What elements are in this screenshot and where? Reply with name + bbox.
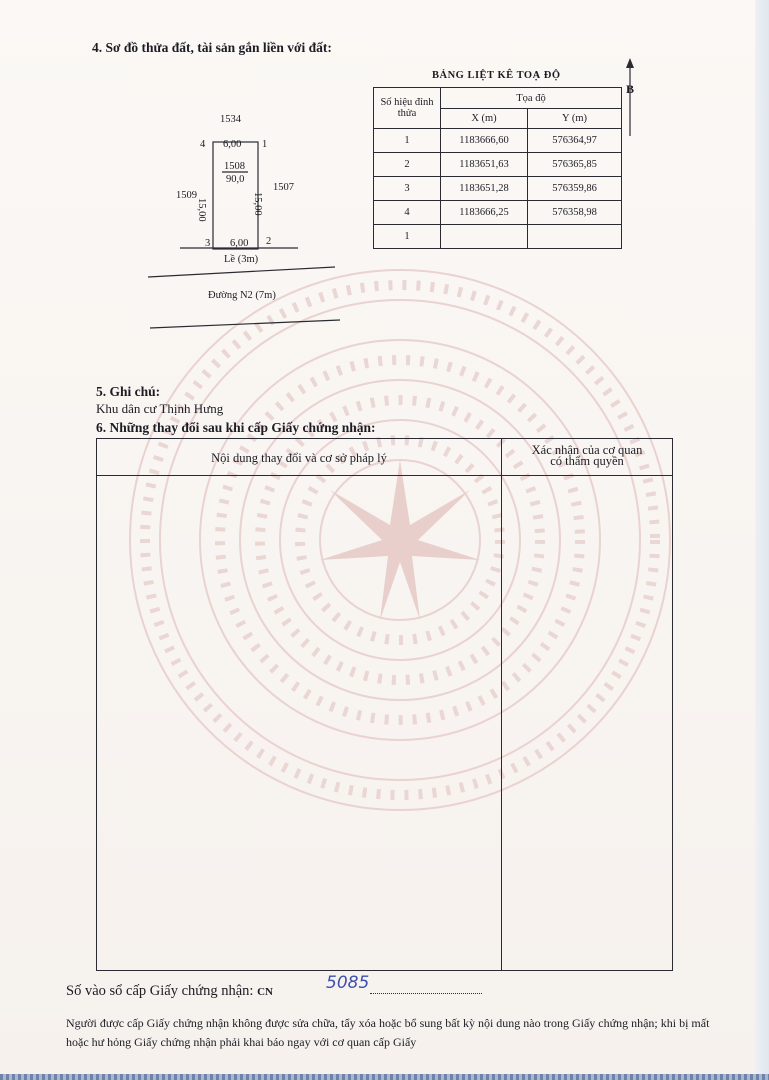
header-x: X (m): [441, 109, 528, 129]
table-cell: 1183651,63: [441, 153, 528, 177]
registry-number-line: [66, 983, 273, 1000]
page-edge-right: [755, 0, 769, 1080]
vertex-2-label: 2: [266, 236, 272, 247]
section-5-title: 5. Ghi chú:: [96, 384, 161, 399]
header-divider: [97, 475, 672, 476]
sidewalk-label: Lề (3m): [224, 254, 259, 265]
table-cell: 1: [374, 129, 441, 153]
parcel-area: 90,0: [226, 174, 245, 185]
coordinate-table: [373, 87, 622, 249]
table-cell: 576359,86: [528, 177, 622, 201]
neighbor-top-label: 1534: [220, 114, 241, 125]
parcel-number: 1508: [224, 161, 245, 172]
road-label: Đường N2 (7m): [208, 290, 276, 301]
left-edge-length: 15,00: [196, 198, 207, 222]
handwritten-registry-number: 5085: [326, 973, 370, 993]
registry-dotted-line: [370, 993, 482, 994]
table-cell: 1183651,28: [441, 177, 528, 201]
section-6-title: 6. Những thay đổi sau khi cấp Giấy chứng nhận:: [96, 420, 376, 435]
header-coord: Tọa độ: [441, 88, 622, 109]
vertex-1-label: 1: [262, 139, 268, 150]
section-4-title: 4. Sơ đồ thửa đất, tài sản gắn liền với đất:: [92, 40, 332, 55]
header-authority-confirmation: [502, 445, 672, 467]
vertex-4-label: 4: [200, 139, 206, 150]
page-edge-bottom: [0, 1074, 769, 1080]
table-cell: 1183666,25: [441, 201, 528, 225]
table-cell: 1183666,60: [441, 129, 528, 153]
table-cell: 4: [374, 201, 441, 225]
section-5-note: Khu dân cư Thịnh Hưng: [96, 401, 224, 416]
table-cell: 1: [374, 225, 441, 249]
footer-notice: Người được cấp Giấy chứng nhận không được sửa chữa, tẩy xóa hoặc bổ sung bất kỳ nội dung nào trong Giấy chứng nhận; khi bị mất hoặc hư hỏng Giấy chứng nhận phải khai báo ngay với cơ quan cấp Giấy: [66, 1016, 710, 1049]
top-edge-length: 6,00: [223, 139, 242, 150]
parcel-sketch: [140, 130, 350, 340]
changes-table: [96, 438, 673, 971]
header-point: Số hiệu đỉnh thửa: [374, 88, 441, 129]
header-confirm-line2: có thẩm quyền: [550, 454, 624, 468]
table-cell: 576365,85: [528, 153, 622, 177]
column-divider: [501, 439, 502, 970]
registry-label: Số vào sổ cấp Giấy chứng nhận:: [66, 983, 254, 999]
header-confirm-line1: Xác nhận của cơ quan: [531, 443, 643, 457]
coord-table-title: BẢNG LIỆT KÊ TOẠ ĐỘ: [432, 70, 561, 81]
north-arrow-icon: [623, 58, 637, 138]
table-cell: 576358,98: [528, 201, 622, 225]
registry-prefix: CN: [257, 986, 273, 998]
neighbor-right-label: 1507: [273, 182, 294, 193]
table-cell: [528, 225, 622, 249]
neighbor-left-label: 1509: [176, 190, 197, 201]
header-change-content: Nội dung thay đổi và cơ sở pháp lý: [211, 451, 387, 465]
table-cell: 2: [374, 153, 441, 177]
table-cell: [441, 225, 528, 249]
header-y: Y (m): [528, 109, 622, 129]
table-cell: 3: [374, 177, 441, 201]
vertex-3-label: 3: [205, 238, 211, 249]
right-edge-length: 15,00: [252, 192, 263, 216]
table-cell: 576364,97: [528, 129, 622, 153]
bottom-edge-length: 6,00: [230, 238, 249, 249]
north-label: B: [626, 82, 635, 96]
